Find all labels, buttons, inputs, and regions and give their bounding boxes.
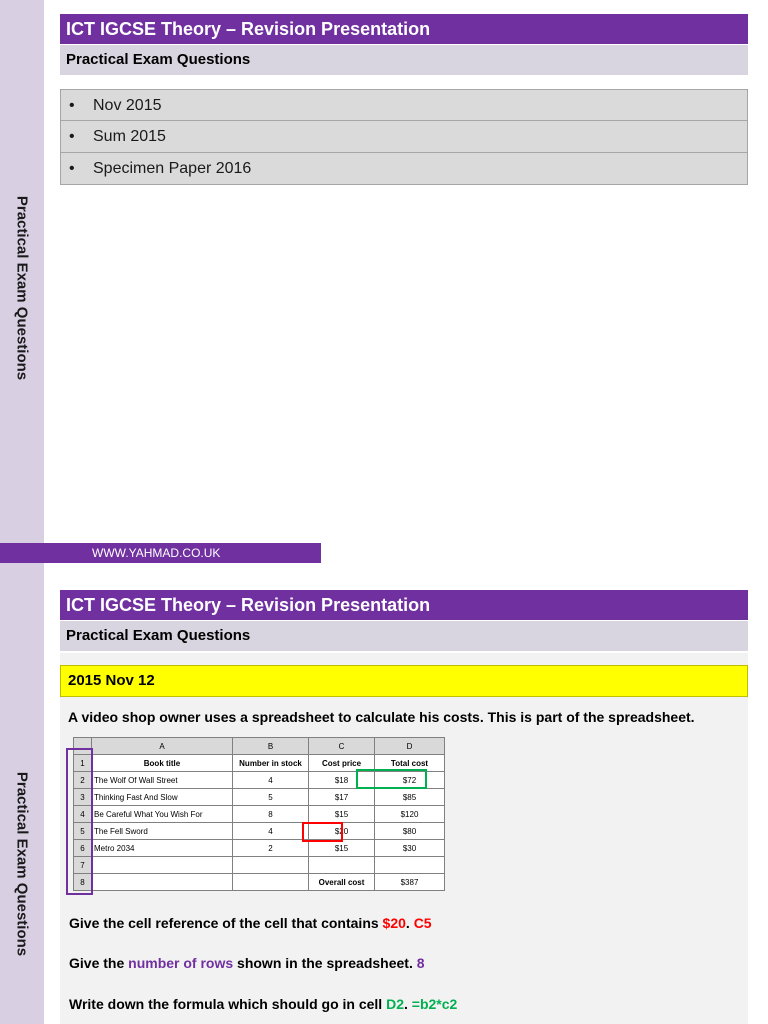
- list-item-label: Sum 2015: [93, 128, 166, 145]
- table-cell: [92, 857, 233, 874]
- table-cell: [233, 857, 309, 874]
- question-highlight: $20: [382, 915, 406, 931]
- table-row: [74, 874, 445, 891]
- question-text: Give the cell reference of the cell that contains: [69, 915, 383, 931]
- bullet-icon: •: [69, 160, 75, 177]
- table-cell: $15: [309, 840, 375, 857]
- column-header: C: [309, 738, 375, 755]
- slide-title: ICT IGCSE Theory – Revision Presentation: [60, 14, 748, 44]
- table-cell: [375, 857, 445, 874]
- question-header: 2015 Nov 12: [60, 665, 748, 697]
- question-highlight: number of rows: [128, 955, 234, 971]
- question-answer: C5: [413, 915, 432, 931]
- table-cell: $387: [375, 874, 445, 891]
- column-header: B: [233, 738, 309, 755]
- list-item[interactable]: [60, 153, 748, 185]
- table-cell: 8: [233, 806, 309, 823]
- table-cell: $72: [375, 772, 445, 789]
- list-item[interactable]: [60, 89, 748, 121]
- question-3: [69, 996, 457, 1012]
- cell-c5-highlight: [302, 822, 343, 842]
- table-cell: 2: [233, 840, 309, 857]
- table-cell: [233, 874, 309, 891]
- spreadsheet: [73, 737, 445, 891]
- table-cell: Be Careful What You Wish For: [92, 806, 233, 823]
- row-numbers-highlight: [66, 748, 93, 895]
- question-intro: A video shop owner uses a spreadsheet to calculate his costs. This is part of the spreadsheet.: [68, 709, 695, 725]
- column-header: A: [92, 738, 233, 755]
- table-cell: $20: [309, 823, 375, 840]
- table-row: [74, 823, 445, 840]
- slide-title: ICT IGCSE Theory – Revision Presentation: [60, 590, 748, 620]
- sidebar: [0, 0, 44, 566]
- table-cell: Thinking Fast And Slow: [92, 789, 233, 806]
- question-text-after: shown in the spreadsheet.: [233, 955, 417, 971]
- table-row: [74, 806, 445, 823]
- slide-2: [0, 566, 768, 1024]
- sidebar-label: Practical Exam Questions: [13, 771, 31, 957]
- table-cell: $85: [375, 789, 445, 806]
- question-text: Write down the formula which should go in cell: [69, 996, 387, 1012]
- table-cell: 4: [233, 772, 309, 789]
- list-item-label: Nov 2015: [93, 97, 162, 114]
- question-text: Give the: [69, 955, 129, 971]
- table-cell: Number in stock: [233, 755, 309, 772]
- row-number: 7: [74, 857, 92, 874]
- table-cell: Cost price: [309, 755, 375, 772]
- row-number: 5: [74, 823, 92, 840]
- question-answer: 8: [416, 955, 425, 971]
- question-answer: =b2*c2: [411, 996, 458, 1012]
- list-item[interactable]: [60, 121, 748, 153]
- sidebar: [0, 566, 44, 1024]
- sidebar-label: Practical Exam Questions: [13, 195, 31, 381]
- slide-subtitle: Practical Exam Questions: [60, 45, 748, 75]
- table-cell: $18: [309, 772, 375, 789]
- question-highlight: D2: [386, 996, 404, 1012]
- table-cell: Total cost: [375, 755, 445, 772]
- table-cell: [92, 874, 233, 891]
- row-number: 8: [74, 874, 92, 891]
- table-cell: The Fell Sword: [92, 823, 233, 840]
- table-row: [74, 857, 445, 874]
- row-number: 4: [74, 806, 92, 823]
- bullet-icon: •: [69, 97, 75, 114]
- table-cell: Overall cost: [309, 874, 375, 891]
- table-cell: [309, 857, 375, 874]
- question-separator: .: [405, 915, 414, 931]
- slide-subtitle: Practical Exam Questions: [60, 621, 748, 651]
- column-header: D: [375, 738, 445, 755]
- row-number: 1: [74, 755, 92, 772]
- table-cell: $80: [375, 823, 445, 840]
- table-cell: $15: [309, 806, 375, 823]
- table-cell: $17: [309, 789, 375, 806]
- table-row: [74, 840, 445, 857]
- footer-link[interactable]: WWW.YAHMAD.CO.UK: [92, 546, 221, 560]
- table-cell: The Wolf Of Wall Street: [92, 772, 233, 789]
- question-1: [69, 915, 432, 931]
- bullet-list: [60, 89, 748, 185]
- cell-d2-highlight: [356, 769, 427, 789]
- row-number: 6: [74, 840, 92, 857]
- table-cell: 4: [233, 823, 309, 840]
- table-cell: 5: [233, 789, 309, 806]
- column-header-row: [74, 738, 445, 755]
- table-row: [74, 789, 445, 806]
- table-cell: Book title: [92, 755, 233, 772]
- table-cell: Metro 2034: [92, 840, 233, 857]
- question-separator: .: [404, 996, 412, 1012]
- row-number: 3: [74, 789, 92, 806]
- footer-bar: [0, 543, 321, 563]
- bullet-icon: •: [69, 128, 75, 145]
- row-number: 2: [74, 772, 92, 789]
- table-cell: $30: [375, 840, 445, 857]
- table-cell: $120: [375, 806, 445, 823]
- list-item-label: Specimen Paper 2016: [93, 160, 252, 177]
- question-2: [69, 955, 425, 971]
